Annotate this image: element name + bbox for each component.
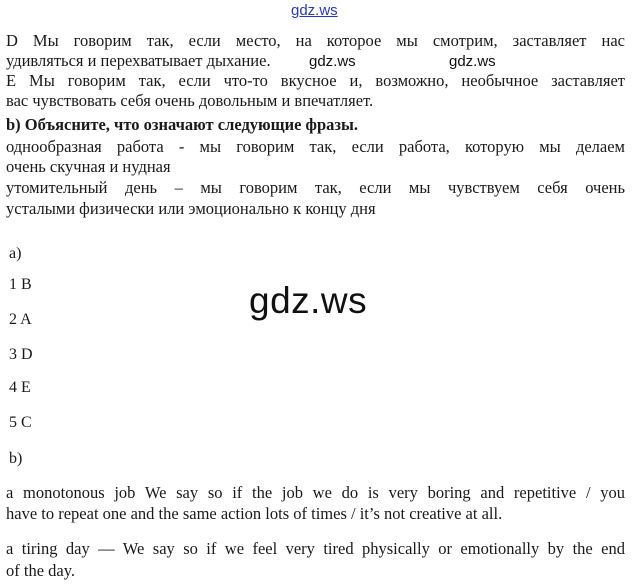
watermark-top[interactable]: gdz.ws [291, 2, 338, 19]
phrase-1-line-1: однообразная работа - мы говорим так, если работа, которую мы делаем [6, 137, 625, 156]
answer-a-label: a) [9, 245, 22, 262]
option-d-line-2: удивляться и перехватывает дыхание. [6, 51, 271, 70]
option-e-line-2: вас чувствовать себя очень довольным и впечатляет. [6, 91, 374, 110]
answer-b-label: b) [9, 450, 23, 467]
watermark-mid-right: gdz.ws [449, 53, 496, 70]
watermark-mid-left: gdz.ws [309, 53, 356, 70]
answer-phrase-1-line-1: a monotonous job We say so if the job we do is very boring and repetitive / you [6, 483, 625, 502]
option-e-line-1: E Мы говорим так, если что-то вкусное и, возможно, необычное заставляет [6, 71, 625, 90]
option-d-line-1: D Мы говорим так, если место, на которое мы смотрим, заставляет нас [6, 31, 625, 50]
answer-item: 1 B [9, 276, 32, 293]
answer-item: 3 D [9, 346, 33, 363]
answer-phrase-2-line-2: of the day. [6, 561, 76, 580]
phrase-1-line-2: очень скучная и нудная [6, 157, 171, 176]
answer-phrase-1-line-2: have to repeat one and the same action lots of times / it’s not creative at all. [6, 504, 503, 523]
task-b-heading: b) Объясните, что означают следующие фразы. [6, 115, 359, 134]
answer-item: 5 C [9, 414, 32, 431]
phrase-2-line-1: утомительный день – мы говорим так, если мы чувствуем себя очень [6, 178, 625, 197]
answer-item: 2 A [9, 311, 32, 328]
answer-phrase-2-line-1: a tiring day — We say so if we feel very tired physically or emotionally by the end [6, 539, 625, 558]
phrase-2-line-2: усталыми физически или эмоционально к концу дня [6, 199, 376, 218]
watermark-center: gdz.ws [249, 280, 368, 321]
answer-item: 4 E [9, 379, 31, 396]
